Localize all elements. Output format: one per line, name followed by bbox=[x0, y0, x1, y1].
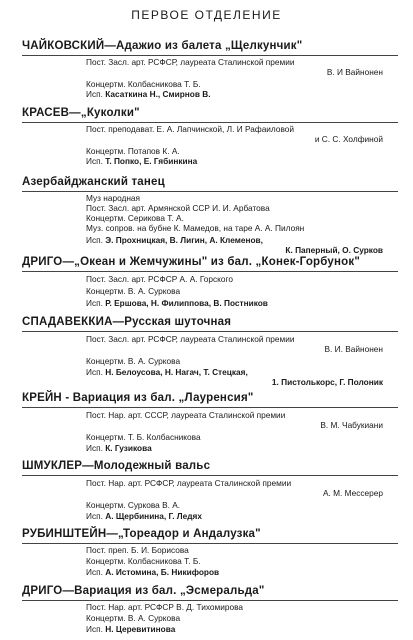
credit-line bbox=[86, 624, 175, 634]
credit-line bbox=[323, 488, 383, 498]
credit-line bbox=[86, 223, 304, 233]
credit-line bbox=[86, 567, 219, 577]
credit-text: Исп. bbox=[86, 235, 106, 245]
credit-text: Исп. bbox=[86, 367, 106, 377]
credit-text: Концертм. В. А. Суркова bbox=[86, 286, 181, 296]
credit-text: Концертм. Суркова В. А. bbox=[86, 500, 181, 510]
credit-text: Пост. Нар. арт. РСФСР, лауреата Сталинской премии bbox=[86, 478, 292, 488]
credit-line bbox=[86, 613, 180, 623]
section-title: ПЕРВОЕ ОТДЕЛЕНИЕ bbox=[131, 8, 282, 22]
credit-text: Концертм. Потапов К. А. bbox=[86, 146, 180, 156]
program-item-heading: СПАДАВЕККИА—Русская шуточная bbox=[22, 316, 232, 328]
credit-text: Пост. Засл. арт. РСФСР А. А. Горского bbox=[86, 274, 233, 284]
credit-line bbox=[86, 146, 180, 156]
credit-line bbox=[86, 213, 184, 223]
credit-text: и С. С. Холфиной bbox=[314, 134, 383, 144]
heading-underline bbox=[22, 543, 398, 544]
credit-line bbox=[86, 432, 201, 442]
credit-text: Пост. преподават. Е. А. Лапчинской, Л. И Рафаиловой bbox=[86, 124, 295, 134]
performers: Касаткина Н., Смирнов В. bbox=[105, 89, 211, 99]
credit-line bbox=[86, 298, 268, 308]
credit-line bbox=[86, 203, 270, 213]
credit-line bbox=[320, 420, 383, 430]
credit-line bbox=[86, 79, 201, 89]
performers: Н. Белоусова, Н. Нагач, Т. Стецкая, bbox=[105, 367, 248, 377]
credit-text: Концертм. Колбасникова Т. Б. bbox=[86, 556, 201, 566]
program-item-heading: ДРИГО—„Океан и Жемчужины" из бал. „Конек-Горбунок" bbox=[22, 256, 361, 268]
credit-text: Исп. bbox=[86, 89, 106, 99]
credit-text: В. И Вайнонен bbox=[326, 67, 383, 77]
credit-line bbox=[86, 356, 180, 366]
credit-text: Концертм. Серикова Т. А. bbox=[86, 213, 184, 223]
credit-line bbox=[86, 478, 291, 488]
credit-text: Муз. сопров. на бубне К. Мамедов, на таре А. А. Пилоян bbox=[86, 223, 305, 233]
credit-text: Муз народная bbox=[86, 193, 141, 203]
program-item-heading: Азербайджанский танец bbox=[22, 176, 165, 188]
credit-line bbox=[86, 602, 243, 612]
credit-text: В. И. Вайнонен bbox=[324, 344, 383, 354]
credit-line bbox=[86, 89, 211, 99]
program-item-heading: РУБИНШТЕЙН—„Тореадор и Андалузка" bbox=[22, 528, 261, 540]
credit-line bbox=[86, 367, 248, 377]
credit-line bbox=[86, 235, 263, 245]
credit-text: Концертм. В. А. Суркова bbox=[86, 356, 181, 366]
heading-underline bbox=[22, 191, 398, 192]
performers: А. Щербинина, Г. Ледях bbox=[105, 511, 202, 521]
credit-text: В. М. Чабукиани bbox=[320, 420, 383, 430]
credit-text: Пост. Засл. арт. Армянской ССР И. И. Арбатова bbox=[86, 203, 270, 213]
credit-line bbox=[86, 124, 294, 134]
credit-line bbox=[325, 344, 383, 354]
credit-text: Исп. bbox=[86, 624, 106, 634]
credit-line bbox=[86, 500, 180, 510]
credit-line bbox=[86, 556, 201, 566]
heading-underline bbox=[22, 600, 398, 601]
program-item-heading: ЧАЙКОВСКИЙ—Адажио из балета „Щелкунчик" bbox=[22, 40, 303, 52]
program-item-heading: КРЕЙН - Вариация из бал. „Лауренсия" bbox=[22, 392, 254, 404]
performers: Э. Прохницкая, В. Лигин, А. Клеменов, bbox=[105, 235, 263, 245]
heading-underline bbox=[22, 55, 398, 56]
performers: Р. Ершова, Н. Филиппова, В. Постников bbox=[105, 298, 268, 308]
credit-text: Пост. Нар. арт. СССР, лауреата Сталинской премии bbox=[86, 410, 286, 420]
program-item-heading: ШМУКЛЕР—Молодежный вальс bbox=[22, 460, 211, 472]
credit-text: Исп. bbox=[86, 567, 106, 577]
performers: А. Истомина, Б. Никифоров bbox=[105, 567, 220, 577]
credit-text: Исп. bbox=[86, 156, 106, 166]
credit-text: Пост. преп. Б. И. Борисова bbox=[86, 545, 189, 555]
credit-text: Пост. Засл. арт. РСФСР, лауреата Сталинской премии bbox=[86, 334, 295, 344]
credit-text: Исп. bbox=[86, 443, 106, 453]
credit-line bbox=[86, 511, 202, 521]
credit-line bbox=[272, 377, 383, 387]
credit-text: Исп. bbox=[86, 511, 106, 521]
credit-line bbox=[86, 334, 294, 344]
credit-line bbox=[86, 443, 152, 453]
credit-line bbox=[86, 193, 140, 203]
program-item-heading: ДРИГО—Вариация из бал. „Эсмеральда" bbox=[22, 585, 265, 597]
heading-underline bbox=[22, 475, 398, 476]
performers: К. Гузикова bbox=[105, 443, 152, 453]
credit-line bbox=[86, 545, 189, 555]
credit-line bbox=[86, 156, 197, 166]
credit-text: Пост. Засл. арт. РСФСР, лауреата Сталинской премии bbox=[86, 57, 295, 67]
performers: К. Паперный, О. Сурков bbox=[285, 245, 383, 255]
program-item-heading: КРАСЕВ—„Куколки" bbox=[22, 107, 140, 119]
credit-text: Концертм. Колбасникова Т. Б. bbox=[86, 79, 201, 89]
heading-underline bbox=[22, 331, 398, 332]
credit-line bbox=[315, 134, 383, 144]
performers: 1. Пистолькорс, Г. Полоник bbox=[271, 377, 383, 387]
heading-underline bbox=[22, 122, 398, 123]
credit-line bbox=[86, 410, 285, 420]
heading-underline bbox=[22, 407, 398, 408]
credit-line bbox=[285, 245, 383, 255]
credit-text: А. М. Мессерер bbox=[322, 488, 383, 498]
credit-line bbox=[86, 57, 294, 67]
credit-text: Исп. bbox=[86, 298, 106, 308]
credit-line bbox=[86, 274, 233, 284]
performers: Н. Церевитинова bbox=[105, 624, 176, 634]
credit-text: Концертм. В. А. Суркова bbox=[86, 613, 181, 623]
credit-line bbox=[327, 67, 383, 77]
heading-underline bbox=[22, 271, 398, 272]
credit-line bbox=[86, 286, 180, 296]
credit-text: Концертм. Т. Б. Колбасникова bbox=[86, 432, 201, 442]
performers: Т. Попко, Е. Гябинкина bbox=[105, 156, 198, 166]
credit-text: Пост. Нар. арт. РСФСР В. Д. Тихомирова bbox=[86, 602, 244, 612]
